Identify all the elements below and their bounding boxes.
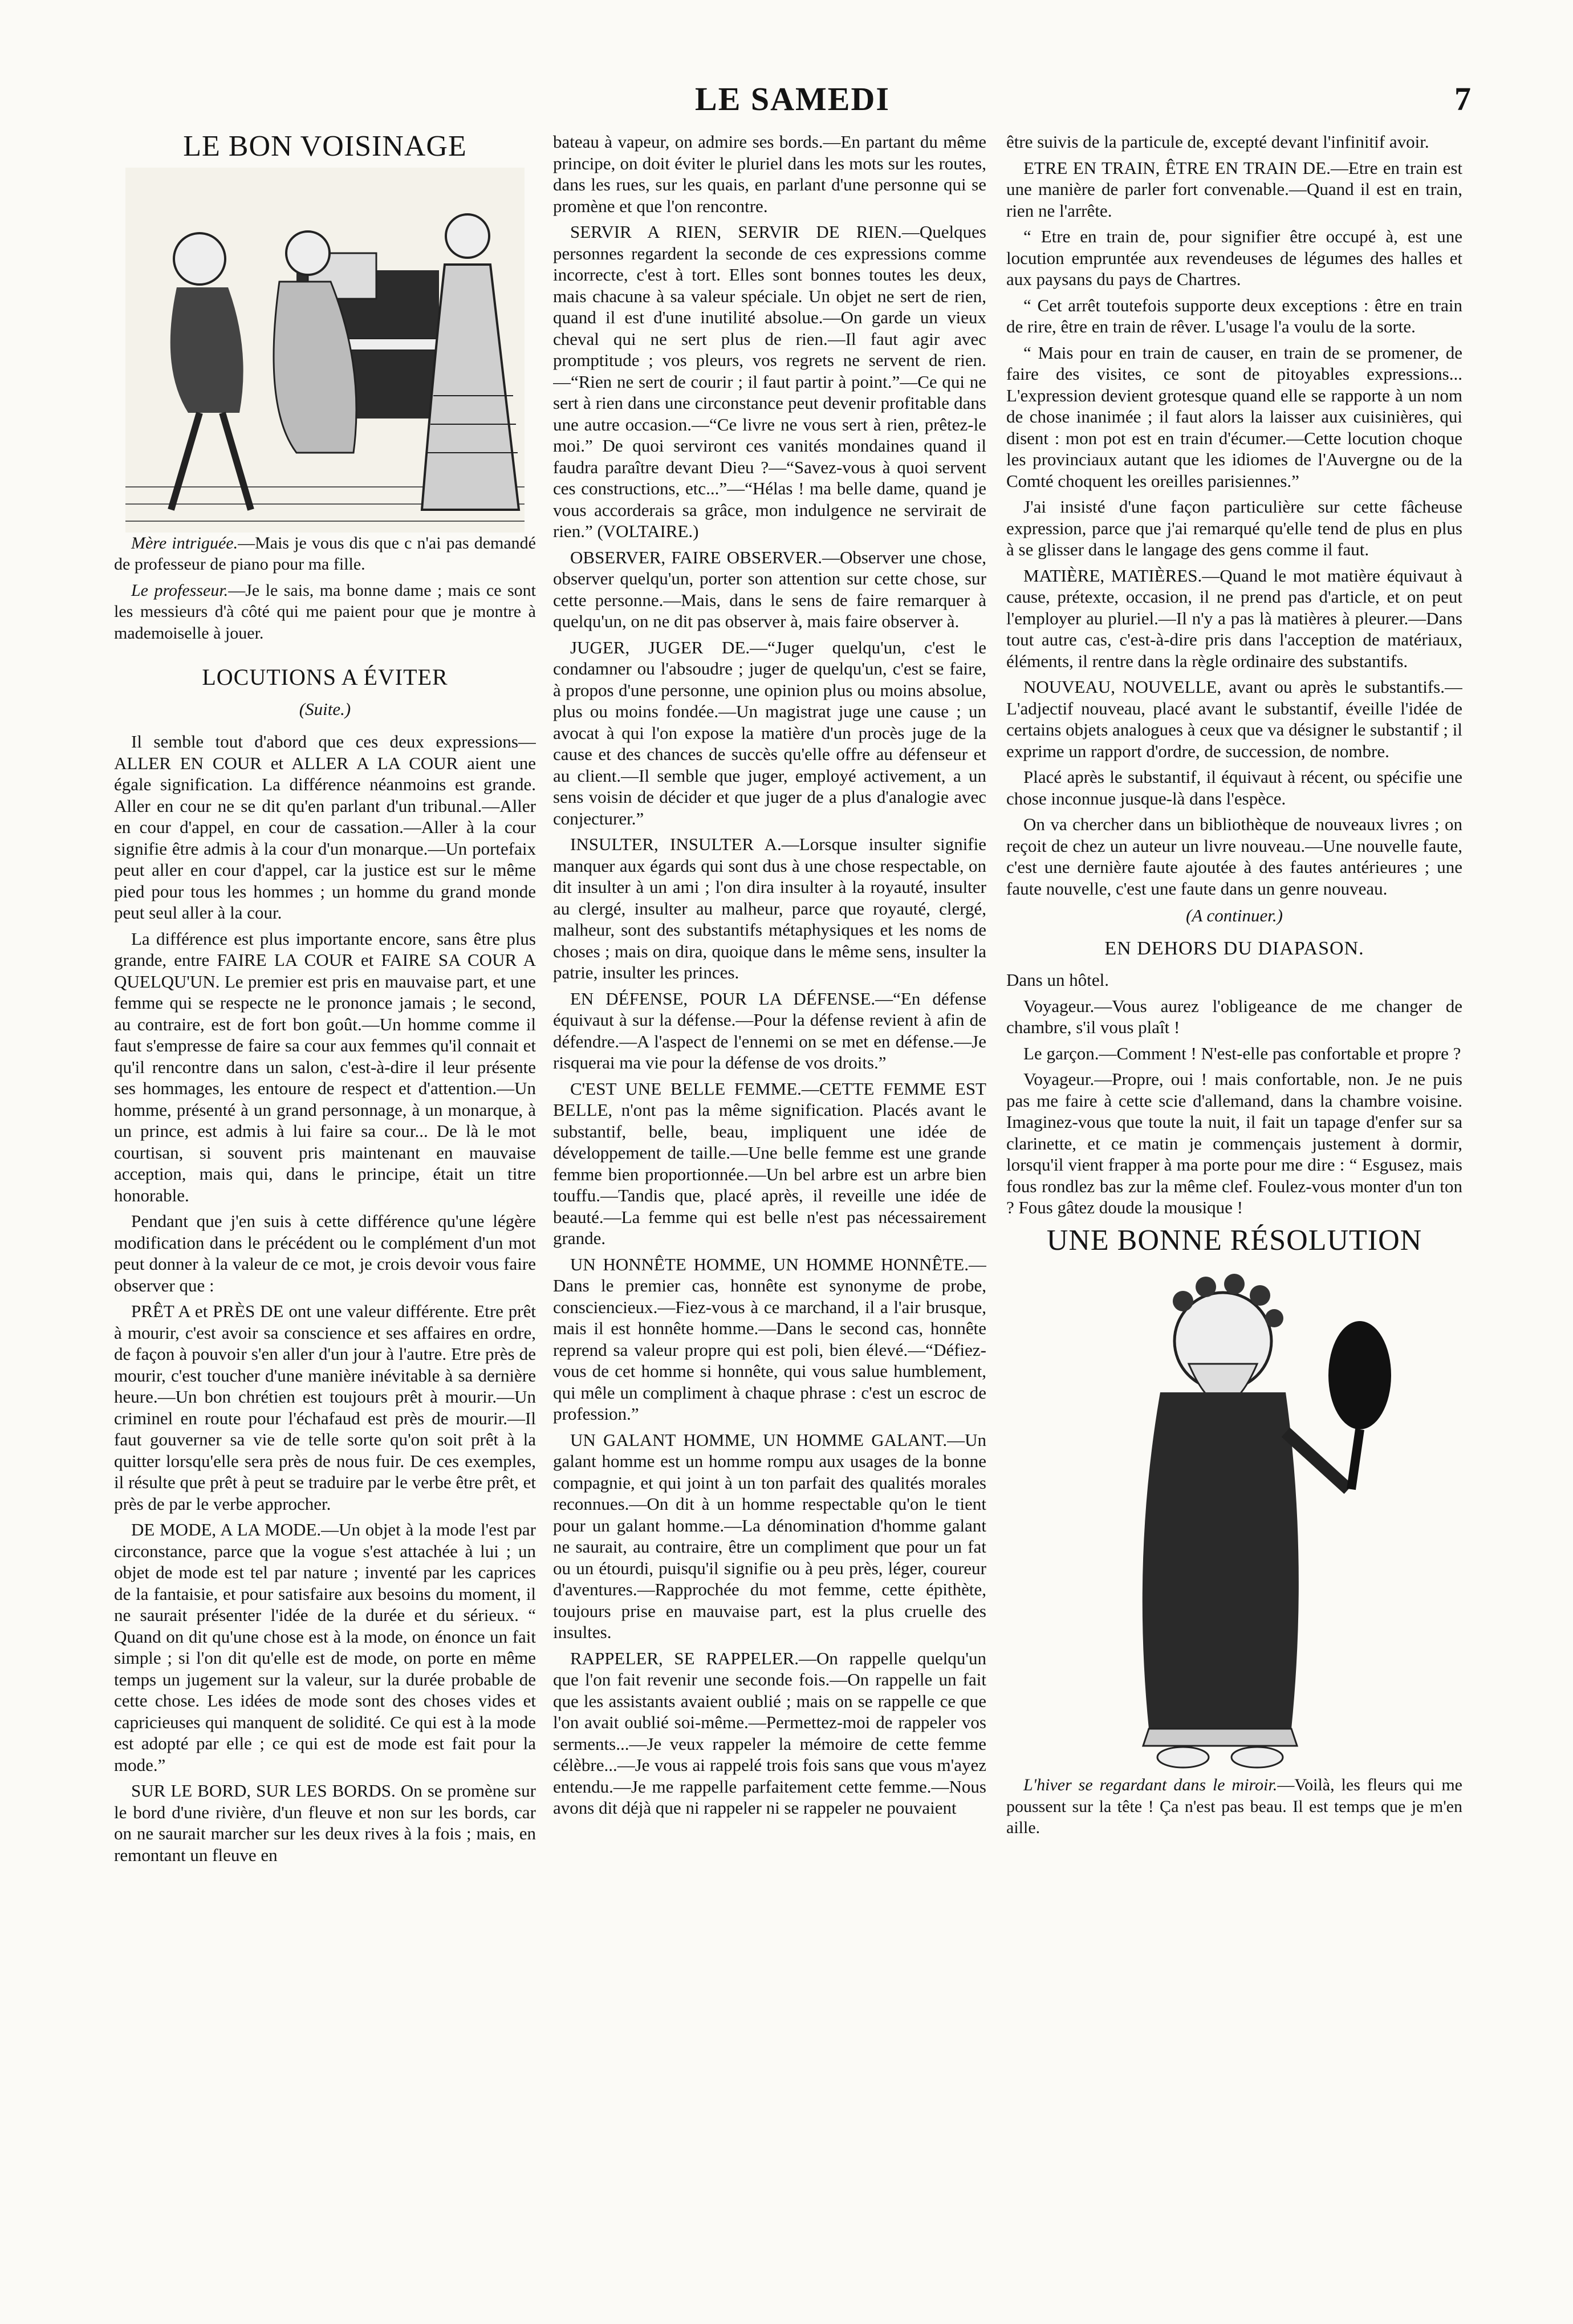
paragraph: JUGER, JUGER DE.—“Juger quelqu'un, c'est le condamner ou l'absoudre ; juger de quelqu'un, c'est se faire, à propos d'une personne, une opinion plus ou moins absolue, plus ou moins fondée.—Un magistrat juge une cause ; un avocat à qui l'on expose la matière d'un procès juge de la cause et des chances de succès qu'elle offre au défenseur et au client.—Il semble que juger, employé activement, a un sens voisin de décider et que juger de a plus d'analogie avec conjecturer.” (553, 637, 986, 828)
paragraph: Il semble tout d'abord que ces deux expressions—ALLER EN COUR et ALLER A LA COUR aient une égale signification. La différence néanmoins est grande. Aller en cour ne se dit qu'en parlant d'un tribunal.—Aller en cour d'appel, en cour de cassation.—Aller à la cour signifie être admis à la cour d'un monarque.—Un portefaix peut aller en cour d'appel, car la justice est sur le même pied pour tous les hommes ; un homme du grand monde peut seul aller à la cour. (114, 732, 536, 923)
paragraph: ETRE EN TRAIN, ÊTRE EN TRAIN DE.—Etre en train est une manière de parler fort convenable.—Quand il est en train, rien ne l'arrête. (1006, 157, 1462, 221)
paragraph: On va chercher dans un bibliothèque de nouveaux livres ; on reçoit de chez un auteur un livre nouveau.—Une nouvelle faute, c'est une dernière faute ajoutée à des fautes antérieures ; une faute nouvelle, c'est une faute dans un genre nouveau. (1006, 814, 1462, 899)
dialogue-line: Dans un hôtel. (1006, 970, 1109, 990)
paragraph: EN DÉFENSE, POUR LA DÉFENSE.—“En défense équivaut à sur la défense.—Pour la défense revient à afin de défendre.—A l'aspect de l'ennemi on se met en défense.—Je risquerai ma vie pour la défense de vos droits.” (553, 988, 986, 1072)
caption-text-professor: —Je le sais, ma bonne dame ; mais ce sont les messieurs d'à côté qui me paient pour que je montre à mademoiselle à jouer. (114, 580, 536, 643)
paragraph: Pendant que j'en suis à cette différence qu'une légère modification dans le précédent ou le complément d'un mot peut donner à la valeur de ce mot, je crois devoir vous faire observer que : (114, 1211, 536, 1295)
paragraph: OBSERVER, FAIRE OBSERVER.—Observer une chose, observer quelqu'un, porter son attention sur cette chose, sur cette personne.—Mais, dans le sens de faire remarquer à quelqu'un, on ne dit pas observer à, mais faire observer à. (553, 547, 986, 631)
column-2 (553, 131, 986, 2264)
paragraph: La différence est plus importante encore, sans être plus grande, entre FAIRE LA COUR et FAIRE SA COUR A QUELQU'UN. Le premier est pris en mauvaise part, et une femme qui se respecte ne le prononce jamais ; le second, au contraire, est de fort bon goût.—Un homme comme il faut s'empresse de faire sa cour aux femmes qu'il connait et qu'il rencontre dans un salon, c'est-à-dire il leur présente ses hommages, les entoure de respect et d'attention.—Un homme, présenté à un grand personnage, à un monarque, à un prince, est admis à lui faire sa cour... De là le mot courtisan, si souvent pris maintenant en mauvaise acception, mais qui, dans le principe, était un titre honorable. (114, 928, 536, 1205)
caption-speaker-mother: Mère intriguée. (131, 533, 238, 552)
caption-text-winter: —Voilà, les fleurs qui me poussent sur la tête ! Ça n'est pas beau. Il est temps que je m'en aille. (1006, 1775, 1462, 1837)
column-1 (114, 131, 536, 2264)
caption-speaker-professor: Le professeur. (131, 580, 229, 600)
paragraph: UN HONNÊTE HOMME, UN HOMME HONNÊTE.—Dans le premier cas, honnête est synonyme de probe, consciencieux.—Fiez-vous à ce marchand, il a l'air brusque, mais il est honnête homme.—Dans le second cas, honnête reprend sa valeur propre qui est poli, bien élevé.—“Défiez-vous de cet homme si honnête, qui vous salue humblement, qui mêle un compliment à chaque phrase : c'est un escroc de profession.” (553, 1254, 986, 1424)
paragraph: RAPPELER, SE RAPPELER.—On rappelle quelqu'un que l'on fait revenir une seconde fois.—On rappelle un fait que les assistants avaient oublié ; mais on se rappelle ce que l'on avait oublié soi-même.—Permettez-moi de rappeler vos serments...—Je veux rappeler la mémoire de cette femme célèbre...—Je vous ai rappelé trois fois sans que vous m'ayez entendu.—Je me rappelle parfaitement cette femme.—Nous avons dit déjà que ni rappeler ni se rappeler ne pouvaient (553, 1648, 986, 1818)
page-number: 7 (1454, 80, 1471, 117)
heading-locutions: LOCUTIONS A ÉVITER (202, 664, 448, 690)
paragraph: J'ai insisté d'une façon particulière sur cette fâcheuse expression, parce que j'ai remarqué qu'elle tend de plus en plus à se glisser dans le langage des gens comme il faut. (1006, 497, 1462, 559)
paragraph: SUR LE BORD, SUR LES BORDS. On se promène sur le bord d'une rivière, d'un fleuve et non sur les bords, car on ne saurait marcher sur les deux rives à la fois ; mais, en remontant un fleuve en (114, 1781, 536, 1865)
dialogue-line: Voyageur.—Vous aurez l'obligeance de me changer de chambre, s'il vous plaît ! (1006, 996, 1462, 1037)
paragraph: NOUVEAU, NOUVELLE, avant ou après le substantifs.—L'adjectif nouveau, placé avant le substantif, éveille l'idée de certains objets analogues à ceux que va désigner le substantif ; il exprime un rapport d'ordre, de succession, de nombre. (1006, 677, 1462, 761)
paragraph: SERVIR A RIEN, SERVIR DE RIEN.—Quelques personnes regardent la seconde de ces expressions comme incorrecte, c'est à tort. Elles sont bonnes toutes les deux, mais chacune à sa valeur spéciale. Un objet ne sert de rien, quand il est d'une inutilité absolue.—On garde un vieux cheval qui ne sert plus de rien.—Il faut agir avec promptitude ; vos pleurs, vos regrets ne servent de rien.—“Rien ne sert de courir ; il faut partir à point.”—Ce qui ne sert à rien dans une circonstance peut devenir profitable dans une autre occasion.—“Ce livre ne vous sert à rien, prêtez-le moi.” De quoi serviront ces vanités mondaines quand il faudra paraître devant Dieu ?—“Savez-vous à quoi servent ces constructions, etc...”—“Hélas ! ma belle dame, quand je vous accorderais sa grâce, mon indulgence ne servirait de rien.” (VOLTAIRE.) (553, 222, 986, 541)
paragraph: Placé après le substantif, il équivaut à récent, ou spécifie une chose inconnue jusque-là dans l'espèce. (1006, 767, 1462, 808)
paragraph: DE MODE, A LA MODE.—Un objet à la mode l'est par circonstance, parce que la vogue s'est attachée à lui ; un objet de mode est tel par nature ; inventé par les caprices de la fantaisie, et pour satisfaire aux besoins du moment, il ne saurait présenter l'idée de la durée et du sérieux. “ Quand on dit qu'une chose est à la mode, on énonce un fait simple ; si l'on dit qu'elle est de mode, on porte en même temps un jugement sur la valeur, sur la durée probable de cette chose. Les idées de mode sont des choses vides et capricieuses qui manquent de solidité. Ce qui est à la mode est adopté par elle ; ce qui est de mode est fait pour la mode.” (114, 1519, 536, 1775)
piano-caption (114, 533, 536, 644)
paragraph: MATIÈRE, MATIÈRES.—Quand le mot matière équivaut à cause, prétexte, occasion, il ne prend pas d'article, et on peut l'employer au pluriel.—Il n'y a pas là matières à pleurer.—Dans tout autre cas, c'est-à-dire pris dans l'acception de matériaux, éléments, il rentre dans la règle ordinaire des substantifs. (1006, 565, 1462, 671)
newspaper-title: LE SAMEDI (695, 80, 890, 117)
heading-bon-voisinage: LE BON VOISINAGE (183, 131, 467, 162)
paragraph: “ Mais pour en train de causer, en train de se promener, de faire des visites, ce sont de pitoyables expressions... L'expression devient grotesque quand elle se rapporte à un nom de chose inanimée ; il faut alors la laisser aux cuisinières, qui disent : mon pot est en train d'écumer.—Cette locution choque les provinciaux autant que les idiomes de l'Auvergne ou de la Comté choquent les oreilles parisiennes.” (1006, 342, 1462, 491)
piano-lesson-illustration (125, 168, 525, 533)
caption-speaker-winter: L'hiver se regardant dans le miroir. (1023, 1775, 1278, 1794)
heading-diapason: EN DEHORS DU DIAPASON. (1104, 937, 1364, 959)
dialogue-line: Le garçon.—Comment ! N'est-elle pas confortable et propre ? (1023, 1043, 1461, 1063)
winter-caption (1006, 1774, 1462, 1839)
caption-text-mother: —Mais je vous dis que c n'ai pas demandé de professeur de piano pour ma fille. (114, 533, 536, 574)
page-header (114, 80, 1471, 123)
paragraph: “ Cet arrêt toutefois supporte deux exceptions : être en train de rire, être en train de rêver. L'usage l'a voulu de la sorte. (1006, 295, 1462, 336)
a-continuer-note: (A continuer.) (1186, 905, 1283, 925)
heading-bonne-resolution: UNE BONNE RÉSOLUTION (1046, 1224, 1422, 1257)
paragraph: bateau à vapeur, on admire ses bords.—En partant du même principe, on doit éviter le pluriel dans les mots sur les routes, dans les rues, sur les quais, en parlant d'une personne qui se promène et que l'on rencontre. (553, 132, 986, 216)
paragraph: INSULTER, INSULTER A.—Lorsque insulter signifie manquer aux égards qui sont dus à une chose respectable, on dit insulter à un ami ; l'on dira insulter à la royauté, insulter au clergé, insulter au malheur, parce que royauté, clergé, malheur, sont des substantifs métaphysiques et les noms de choses ; mais on dira, quoique dans le même sens, insulter la patrie, insulter les princes. (553, 834, 986, 982)
paragraph: PRÊT A et PRÈS DE ont une valeur différente. Etre prêt à mourir, c'est avoir sa conscience et ses affaires en ordre, de façon à pouvoir s'en aller d'un jour à l'autre. Etre près de mourir, c'est toucher d'une manière inévitable à sa dernière heure.—Un bon chrétien est toujours prêt à mourir.—Un criminel en route pour l'échafaud est près de mourir.—Il faut gouverner sa vie de telle sorte qu'on soit prêt à la quitter lorsqu'elle sera près de nous fuir. De ces exemples, il résulte que prêt à peut se traduire par le verbe être prêt, et près de par le verbe approcher. (114, 1301, 536, 1514)
winter-mirror-illustration (1052, 1261, 1417, 1774)
paragraph: être suivis de la particule de, excepté devant l'infinitif avoir. (1006, 132, 1429, 152)
paragraph: “ Etre en train de, pour signifier être occupé à, est une locution empruntée aux revendeuses de légumes des halles et aux paysans du pays de Chartres. (1006, 226, 1462, 289)
dialogue-line: Voyageur.—Propre, oui ! mais confortable, non. Je ne puis pas me faire à cette scie d'allemand, dans la chambre voisine. Imaginez-vous que toute la nuit, il fait un tapage d'enfer sur sa clarinette, et ce matin je commençais justement à dormir, lorsqu'il vient frapper à ma porte pour me dire : “ Esgusez, mais fous rondlez bas zur la même clef. Foulez-vous monter d'un ton ? Fous gâtez doude la mousique ! (1006, 1069, 1462, 1217)
paragraph: UN GALANT HOMME, UN HOMME GALANT.—Un galant homme est un homme rompu aux usages de la bonne compagnie, et qui joint à un ton parfait des qualités morales reconnues.—On dit à un homme respectable qu'on le tient pour un galant homme.—La dénomination d'homme galant ne saurait, au contraire, être un compliment que pour un fat ou un étourdi, puisqu'il signifie ou à peu près, léger, coureur d'aventures.—Rapprochée du mot femme, cette épithète, toujours prise en mauvaise part, est la plus cruelle des insultes. (553, 1429, 986, 1642)
suite-note: (Suite.) (299, 698, 351, 719)
paragraph: C'EST UNE BELLE FEMME.—CETTE FEMME EST BELLE, n'ont pas la même signification. Placés avant le substantif, belle, beau, impliquent une idée de développement de taille.—Une belle femme est une grande femme bien proportionnée.—Un bel arbre est un arbre bien touffu.—Tandis que, placé après, il reveille une idée de beauté.—La femme qui est belle n'est pas nécessairement grande. (553, 1078, 986, 1248)
column-3 (1006, 131, 1462, 2264)
